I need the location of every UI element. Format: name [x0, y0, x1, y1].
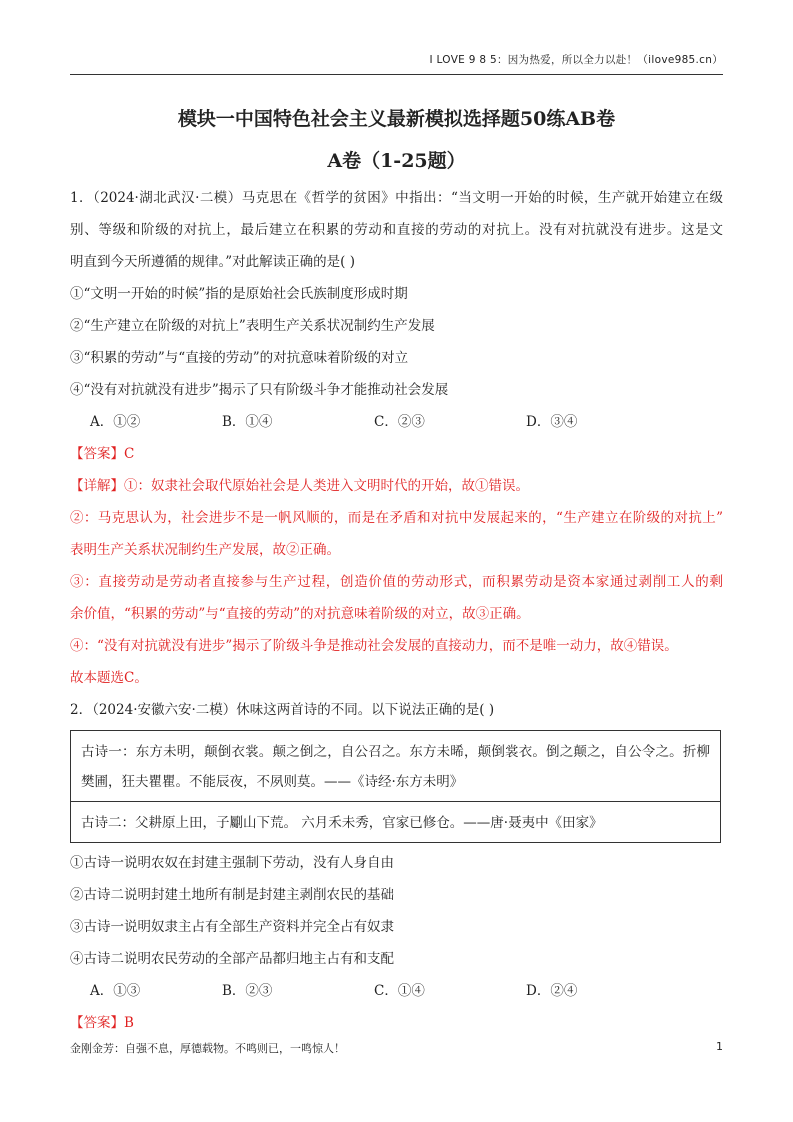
- q1-option-c: C．②③: [374, 414, 425, 430]
- q1-stem-line: 1．（2024·湖北武汉·二模）马克思在《哲学的贫困》中指出：“当文明一开始的时候，生产就开始建立在级: [70, 190, 723, 206]
- q1-detail-line: 表明生产关系状况制约生产发展，故②正确。: [70, 542, 340, 558]
- footer-motto: 金刚金芳：自强不息，厚德载物。不鸣则已，一鸣惊人！: [70, 1042, 345, 1055]
- question-1: [70, 182, 723, 694]
- document-title: 模块一中国特色社会主义最新模拟选择题50练AB卷: [177, 108, 616, 130]
- q2-statement: ③古诗一说明奴隶主占有全部生产资料并完全占有奴隶: [70, 919, 394, 935]
- header-text: I LOVE 9 8 5：因为热爱，所以全力以赴！（ilove985.cn）: [429, 54, 723, 66]
- q1-option-b: B．①④: [222, 414, 273, 430]
- q2-statement: ①古诗一说明农奴在封建主强制下劳动，没有人身自由: [70, 855, 394, 871]
- page-footer: [70, 1040, 723, 1056]
- section-subtitle: A卷（1-25题）: [327, 150, 466, 172]
- q2-stem: 2．（2024·安徽六安·二模）休味这两首诗的不同。以下说法正确的是( ): [70, 702, 495, 718]
- q1-answer: 【答案】C: [70, 446, 135, 462]
- q1-option-d: D．③④: [526, 414, 578, 430]
- main-content: [70, 182, 723, 1039]
- q2-option-b: B．②③: [222, 983, 273, 999]
- q1-detail-line: ④：“没有对抗就没有进步”揭示了阶级斗争是推动社会发展的直接动力，而不是唯一动力，故④错误。: [70, 638, 678, 654]
- q1-stem-line: 别、等级和阶级的对抗上，最后建立在积累的劳动和直接的劳动的对抗上。没有对抗就没有进步。这是文: [70, 222, 723, 238]
- q1-detail-line: 余价值，“积累的劳动”与“直接的劳动”的对抗意味着阶级的对立，故③正确。: [70, 606, 530, 622]
- q2-option-d: D．②④: [526, 983, 578, 999]
- q1-stem-line: 明直到今天所遵循的规律。”对此解读正确的是( ): [70, 254, 355, 270]
- q1-statement: ①“文明一开始的时候”指的是原始社会氏族制度形成时期: [70, 286, 408, 302]
- q1-detail-line: ③：直接劳动是劳动者直接参与生产过程，创造价值的劳动形式，而积累劳动是资本家通过剥削工人的剩: [70, 574, 723, 590]
- q2-answer: 【答案】B: [70, 1015, 134, 1031]
- q1-options: [70, 406, 723, 438]
- poem-1: [71, 731, 720, 801]
- q1-detail-line: ②：马克思认为，社会进步不是一帆风顺的，而是在矛盾和对抗中发展起来的，“生产建立在阶级的对抗上”: [70, 510, 723, 526]
- page-header: [70, 52, 723, 75]
- q2-option-c: C．①④: [374, 983, 425, 999]
- q1-option-a: A．①②: [90, 414, 141, 430]
- q2-options: [70, 975, 723, 1007]
- q1-statement: ④“没有对抗就没有进步”揭示了只有阶级斗争才能推动社会发展: [70, 382, 449, 398]
- poem-2: [71, 801, 720, 842]
- poem-table: [70, 730, 721, 843]
- q1-detail-line: 故本题选C。: [70, 670, 148, 686]
- q2-option-a: A．①③: [90, 983, 141, 999]
- poem-1-line: 古诗一：东方未明，颠倒衣裳。颠之倒之，自公召之。东方未晞，颠倒裳衣。倒之颠之，自公令之。折柳: [81, 744, 710, 760]
- q2-statement: ④古诗二说明农民劳动的全部产品都归地主占有和支配: [70, 951, 394, 967]
- poem-2-line: 古诗二：父耕原上田，子劚山下荒。 六月禾未秀，官家已修仓。——唐·聂夷中《田家》: [81, 815, 603, 831]
- page-number: 1: [716, 1040, 723, 1053]
- question-2: [70, 694, 723, 1039]
- q1-statement: ②“生产建立在阶级的对抗上”表明生产关系状况制约生产发展: [70, 318, 435, 334]
- poem-1-line: 樊圃，狂夫瞿瞿。不能辰夜，不夙则莫。——《诗经·东方未明》: [81, 774, 464, 790]
- q1-statement: ③“积累的劳动”与“直接的劳动”的对抗意味着阶级的对立: [70, 350, 409, 366]
- q1-detail-line: 【详解】①：奴隶社会取代原始社会是人类进入文明时代的开始，故①错误。: [70, 478, 529, 494]
- q2-statement: ②古诗二说明封建土地所有制是封建主剥削农民的基础: [70, 887, 394, 903]
